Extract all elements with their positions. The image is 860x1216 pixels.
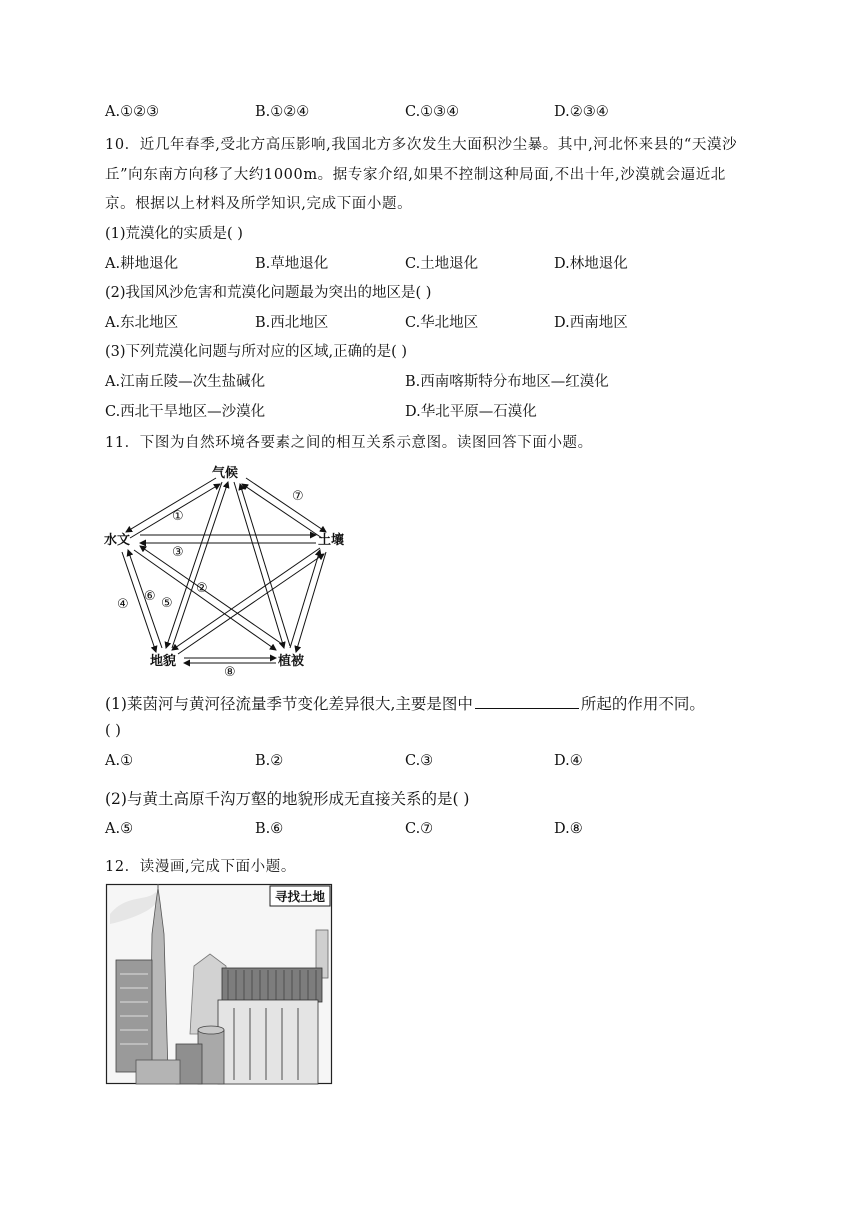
node-landform: 地貌 (150, 654, 177, 669)
q11-sub1 (105, 692, 705, 714)
node-water: 水文 (104, 533, 131, 548)
label-6: ⑥ (144, 589, 156, 604)
q12-stem: 12．读漫画,完成下面小题。 (105, 859, 296, 875)
q10-sub3-option-b: B.西南喀斯特分布地区—红漠化 (405, 374, 609, 390)
q10-sub1-option-a: A.耕地退化 (105, 256, 179, 272)
q11-sub1-option-c: C.③ (405, 753, 434, 769)
cartoon-title: 寻找土地 (274, 889, 326, 904)
q9-option-d: D.②③④ (554, 104, 609, 120)
q10-stem-line-1: 10．近几年春季,受北方高压影响,我国北方多次发生大面积沙尘暴。其中,河北怀来县的“天漠沙 (105, 137, 738, 153)
q11-stem: 11．下图为自然环境各要素之间的相互关系示意图。读图回答下面小题。 (105, 435, 593, 451)
q10-sub1: (1)荒漠化的实质是( ) (105, 226, 243, 242)
node-climate: 气候 (212, 466, 239, 481)
q10-sub3-option-d: D.华北平原—石漠化 (405, 404, 537, 420)
q10-sub2-option-c: C.华北地区 (405, 315, 479, 331)
q10-sub2: (2)我国风沙危害和荒漠化问题最为突出的地区是( ) (105, 285, 432, 301)
label-3: ③ (172, 545, 184, 560)
q9-option-a: A.①②③ (105, 104, 160, 120)
q10-sub3-option-c: C.西北干旱地区—沙漠化 (105, 404, 266, 420)
q11-sub1-option-a: A.① (105, 753, 134, 769)
label-5: ⑤ (161, 596, 173, 611)
q10-stem-line-2: 丘”向东南方向移了大约1000m。据专家介绍,如果不控制这种局面,不出十年,沙漠就会逼近北 (105, 167, 726, 183)
q10-stem-line-3: 京。根据以上材料及所学知识,完成下面小题。 (105, 196, 413, 212)
q11-sub2: (2)与黄土高原千沟万壑的地貌形成无直接关系的是( ) (105, 790, 470, 808)
cartoon-image (106, 884, 332, 1084)
q10-sub2-option-a: A.东北地区 (105, 315, 179, 331)
q9-option-b: B.①②④ (255, 104, 310, 120)
q11-sub1-option-d: D.④ (554, 753, 583, 769)
label-7: ⑦ (292, 489, 304, 504)
q11-sub2-option-b: B.⑥ (255, 821, 284, 837)
q10-sub2-option-d: D.西南地区 (554, 315, 628, 331)
label-8: ⑧ (224, 665, 236, 680)
q10-sub1-option-d: D.林地退化 (554, 256, 628, 272)
q11-sub1-option-b: B.② (255, 753, 284, 769)
answer-blank (475, 707, 579, 709)
q11-sub2-option-a: A.⑤ (105, 821, 134, 837)
node-soil: 土壤 (318, 533, 345, 548)
label-1: ① (172, 509, 184, 524)
label-4: ④ (117, 597, 129, 612)
node-vegetation: 植被 (278, 654, 305, 669)
q10-sub1-option-b: B.草地退化 (255, 256, 329, 272)
q10-sub1-option-c: C.土地退化 (405, 256, 479, 272)
q11-sub2-option-c: C.⑦ (405, 821, 434, 837)
label-2: ② (196, 581, 208, 596)
q10-sub3: (3)下列荒漠化问题与所对应的区域,正确的是( ) (105, 344, 408, 360)
environment-relationship-diagram (104, 462, 354, 680)
q9-option-c: C.①③④ (405, 104, 460, 120)
q10-sub3-option-a: A.江南丘陵—次生盐碱化 (105, 374, 266, 390)
diagram-arrows (122, 478, 326, 663)
q11-sub2-option-d: D.⑧ (554, 821, 583, 837)
q11-sub1-paren: ( ) (105, 723, 121, 739)
q11-sub1-post: 所起的作用不同。 (580, 695, 705, 713)
q10-sub2-option-b: B.西北地区 (255, 315, 329, 331)
q11-sub1-pre: (1)莱茵河与黄河径流量季节变化差异很大,主要是图中 (105, 695, 473, 713)
